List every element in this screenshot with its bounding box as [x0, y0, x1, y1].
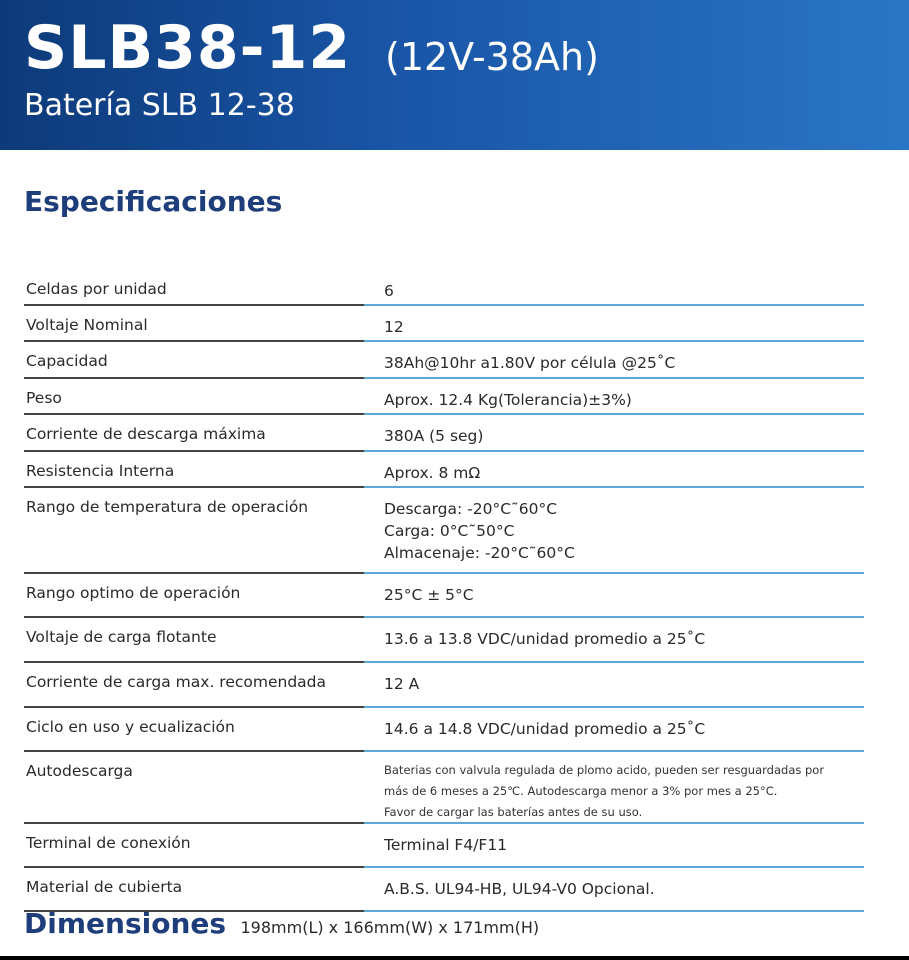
spec-label: Material de cubierta — [26, 878, 183, 896]
dimensions-title: Dimensiones — [24, 907, 227, 940]
spec-value — [384, 718, 705, 740]
dimensions-value: 198mm(L) x 166mm(W) x 171mm(H) — [240, 918, 540, 937]
spec-value — [384, 316, 404, 338]
spec-label: Voltaje de carga flotante — [26, 628, 217, 646]
spec-label: Celdas por unidad — [26, 280, 167, 298]
spec-value — [384, 628, 705, 650]
product-model-spec: (12V-38Ah) — [385, 35, 599, 79]
spec-label: Rango optimo de operación — [26, 584, 241, 602]
spec-label: Voltaje Nominal — [26, 316, 148, 334]
spec-row — [24, 415, 864, 452]
spec-label: Resistencia Interna — [26, 462, 175, 480]
spec-value-line: 380A (5 seg) — [384, 427, 484, 445]
spec-label: Autodescarga — [26, 762, 133, 780]
spec-value-line: 14.6 a 14.8 VDC/unidad promedio a 25˚C — [384, 720, 706, 738]
spec-row — [24, 306, 864, 342]
spec-label: Peso — [26, 389, 62, 407]
product-subtitle: Batería SLB 12-38 — [24, 88, 295, 123]
spec-row — [24, 868, 864, 912]
spec-value — [384, 673, 419, 695]
dimensions-section — [24, 907, 539, 940]
spec-value-line: 12 A — [384, 675, 420, 693]
spec-row — [24, 342, 864, 379]
spec-value-line: Terminal F4/F11 — [384, 836, 508, 854]
spec-value-line: Carga: 0°C˜50°C — [384, 522, 515, 540]
bottom-border — [0, 956, 909, 960]
specifications-title: Especificaciones — [24, 185, 283, 218]
spec-value — [384, 584, 474, 606]
spec-row — [24, 452, 864, 488]
spec-row — [24, 270, 864, 306]
product-model: SLB38-12 — [24, 13, 352, 83]
spec-label: Corriente de carga max. recomendada — [26, 673, 327, 691]
spec-value-line: 6 — [384, 282, 394, 300]
spec-label: Terminal de conexión — [26, 834, 191, 852]
spec-row — [24, 824, 864, 868]
spec-row — [24, 574, 864, 618]
spec-value-line: Baterias con valvula regulada de plomo acido, pueden ser resguardadas por — [384, 763, 825, 777]
header-banner — [0, 0, 909, 150]
spec-value — [384, 878, 655, 900]
spec-value-line: A.B.S. UL94-HB, UL94-V0 Opcional. — [384, 880, 655, 898]
spec-row — [24, 488, 864, 574]
spec-row — [24, 663, 864, 708]
spec-label: Ciclo en uso y ecualización — [26, 718, 235, 736]
spec-value — [384, 352, 675, 374]
spec-row — [24, 708, 864, 752]
spec-label: Corriente de descarga máxima — [26, 425, 266, 443]
spec-value-line: 25°C ± 5°C — [384, 586, 474, 604]
spec-row — [24, 752, 864, 824]
spec-value-line: Almacenaje: -20°C˜60°C — [384, 544, 575, 562]
spec-value — [384, 498, 575, 564]
spec-value-line: 12 — [384, 318, 404, 336]
spec-value-line: más de 6 meses a 25℃. Autodescarga menor a 3% por mes a 25°C. — [384, 784, 778, 798]
spec-value — [384, 760, 824, 823]
spec-value — [384, 425, 483, 447]
spec-label: Capacidad — [26, 352, 108, 370]
spec-row — [24, 379, 864, 415]
spec-value-line: Descarga: -20°C˜60°C — [384, 500, 558, 518]
spec-value — [384, 389, 632, 411]
spec-value-line: Aprox. 12.4 Kg(Tolerancia)±3%) — [384, 391, 632, 409]
spec-value — [384, 462, 480, 484]
spec-value-line: Favor de cargar las baterías antes de su uso. — [384, 805, 643, 819]
specifications-table — [24, 270, 864, 912]
spec-value — [384, 834, 507, 856]
spec-value-line: Aprox. 8 mΩ — [384, 464, 481, 482]
spec-value-line: 13.6 a 13.8 VDC/unidad promedio a 25˚C — [384, 630, 706, 648]
spec-value-line: 38Ah@10hr a1.80V por célula @25˚C — [384, 354, 676, 372]
spec-row — [24, 618, 864, 663]
spec-label: Rango de temperatura de operación — [26, 498, 309, 516]
spec-value — [384, 280, 394, 302]
